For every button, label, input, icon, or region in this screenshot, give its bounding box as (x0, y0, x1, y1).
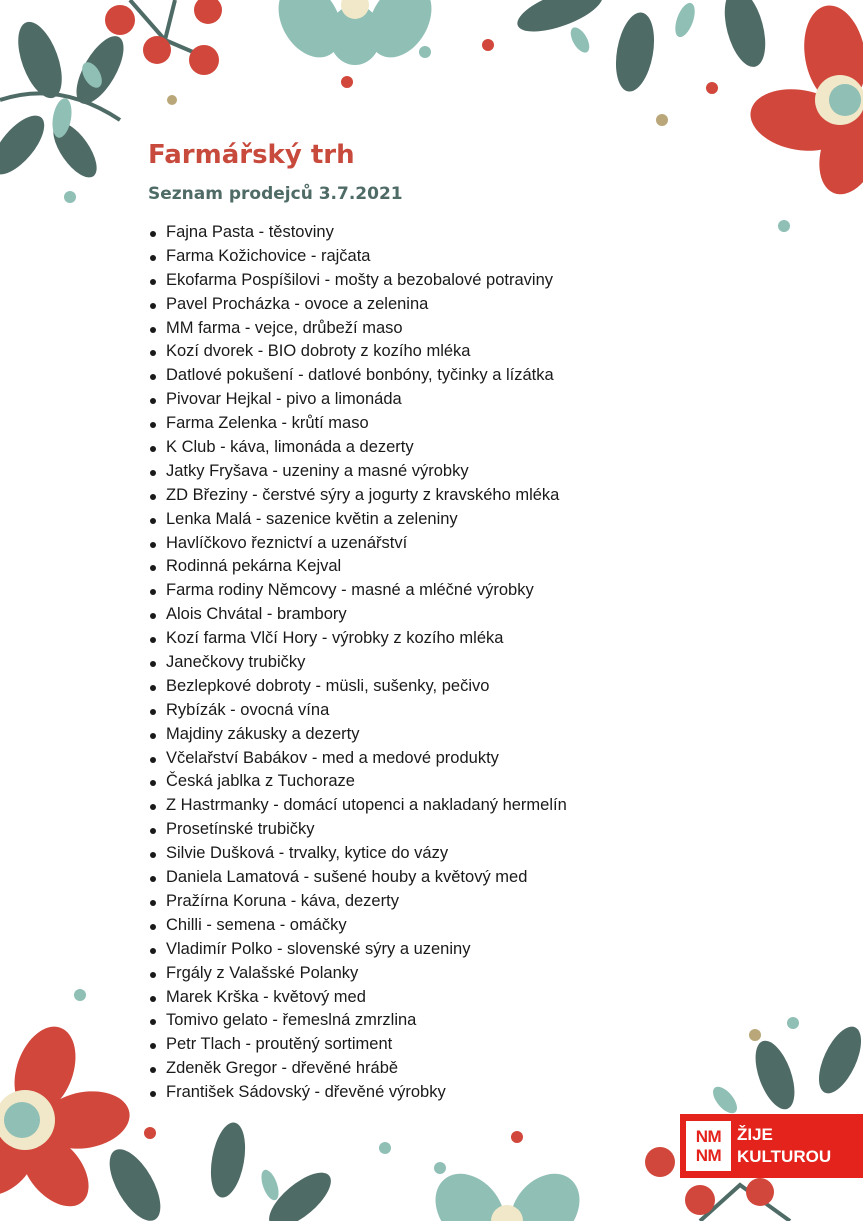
zije-kulturou-logo (680, 1114, 863, 1178)
list-item: Pavel Procházka - ovoce a zelenina (148, 293, 567, 317)
list-item: Kozí farma Vlčí Hory - výrobky z kozího mléka (148, 627, 567, 651)
list-item: MM farma - vejce, drůbeží maso (148, 317, 567, 341)
list-item: Ekofarma Pospíšilovi - mošty a bezobalové potraviny (148, 269, 567, 293)
list-item: Daniela Lamatová - sušené houby a květový med (148, 866, 567, 890)
top-teal-flower-icon (266, 0, 494, 88)
vendor-list (148, 221, 567, 1105)
logo-mark-bottom: NM (695, 1146, 722, 1165)
list-item: Z Hastrmanky - domácí utopenci a nakladaný hermelín (148, 794, 567, 818)
list-item: Farma Kožichovice - rajčata (148, 245, 567, 269)
list-item: Prosetínské trubičky (148, 818, 567, 842)
list-item: Rybízák - ovocná vína (148, 699, 567, 723)
list-item: Rodinná pekárna Kejval (148, 555, 567, 579)
list-item: Petr Tlach - proutěný sortiment (148, 1033, 567, 1057)
list-item: František Sádovský - dřevěné výrobky (148, 1081, 567, 1105)
list-item: Tomivo gelato - řemeslná zmrzlina (148, 1009, 567, 1033)
list-item: ZD Březiny - čerstvé sýry a jogurty z kravského mléka (148, 484, 567, 508)
list-item: Včelařství Babákov - med a medové produkty (148, 747, 567, 771)
list-item: Pivovar Hejkal - pivo a limonáda (148, 388, 567, 412)
list-item: Česká jablka z Tuchoraze (148, 770, 567, 794)
top-right-leaves-icon (512, 0, 772, 126)
list-item: Havlíčkovo řeznictví a uzenářství (148, 532, 567, 556)
list-item: Marek Krška - květový med (148, 986, 567, 1010)
list-item: Majdiny zákusky a dezerty (148, 723, 567, 747)
list-item: Vladimír Polko - slovenské sýry a uzeniny (148, 938, 567, 962)
page-title: Farmářský trh (148, 140, 355, 170)
list-item: Frgály z Valašské Polanky (148, 962, 567, 986)
list-item: Jatky Fryšava - uzeniny a masné výrobky (148, 460, 567, 484)
list-item: Kozí dvorek - BIO dobroty z kozího mléka (148, 340, 567, 364)
list-item: Janečkovy trubičky (148, 651, 567, 675)
list-item: Bezlepkové dobroty - müsli, sušenky, pečivo (148, 675, 567, 699)
list-item: Fajna Pasta - těstoviny (148, 221, 567, 245)
list-item: Pražírna Koruna - káva, dezerty (148, 890, 567, 914)
list-item: Farma Zelenka - krůtí maso (148, 412, 567, 436)
page-subtitle: Seznam prodejců 3.7.2021 (148, 184, 403, 204)
logo-text (737, 1124, 831, 1168)
logo-line-2: KULTUROU (737, 1147, 832, 1166)
bottom-left-red-flower-icon (0, 989, 134, 1219)
logo-line-1: ŽIJE (737, 1125, 773, 1144)
list-item: Datlové pokušení - datlové bonbóny, tyčinky a lízátka (148, 364, 567, 388)
list-item: K Club - káva, limonáda a dezerty (148, 436, 567, 460)
logo-mark-top: NM (695, 1127, 722, 1146)
list-item: Chilli - semena - omáčky (148, 914, 567, 938)
list-item: Farma rodiny Němcovy - masné a mléčné výrobky (148, 579, 567, 603)
bottom-center-foliage-icon (99, 1120, 593, 1221)
list-item: Alois Chvátal - brambory (148, 603, 567, 627)
nmnm-logo-mark (686, 1121, 731, 1171)
top-left-leaves-icon (0, 16, 133, 203)
list-item: Zdeněk Gregor - dřevěné hrábě (148, 1057, 567, 1081)
list-item: Silvie Dušková - trvalky, kytice do vázy (148, 842, 567, 866)
list-item: Lenka Malá - sazenice květin a zeleniny (148, 508, 567, 532)
